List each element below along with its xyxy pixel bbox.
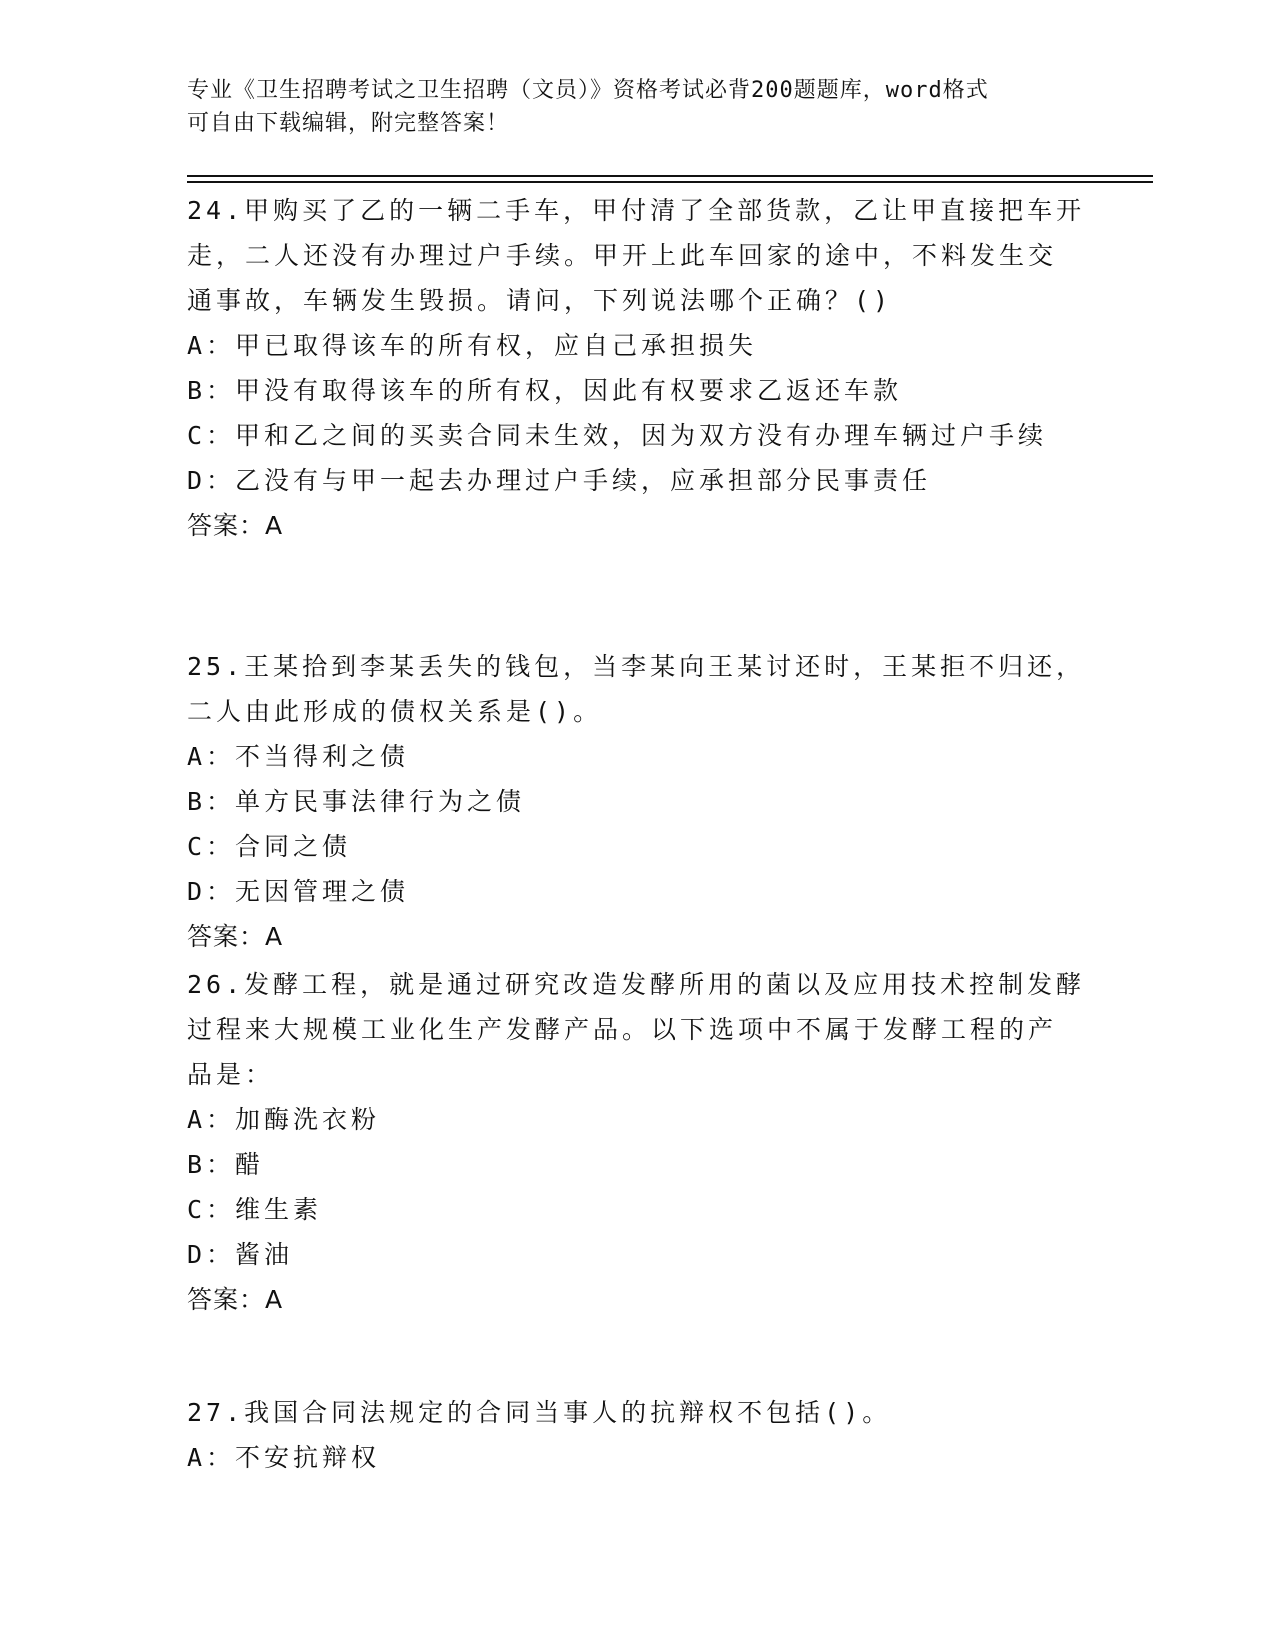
option-d: D：酱油 [187,1240,294,1269]
option-c: C：合同之债 [187,832,352,861]
header-divider-top [187,175,1153,177]
question-text-line: 二人由此形成的债权关系是()。 [187,697,603,726]
question-26 [187,962,1087,1322]
question-27 [187,1390,1087,1480]
answer: 答案：A [187,1285,284,1314]
answer: 答案：A [187,511,284,540]
question-text-line: 27.我国合同法规定的合同当事人的抗辩权不包括()。 [187,1398,892,1427]
answer: 答案：A [187,922,284,951]
header-line-1: 专业《卫生招聘考试之卫生招聘（文员）》资格考试必背200题题库，word格式 [187,78,989,103]
option-b: B：单方民事法律行为之债 [187,787,526,816]
question-text-line: 过程来大规模工业化生产发酵产品。以下选项中不属于发酵工程的产 [187,1015,1058,1044]
option-c: C：甲和乙之间的买卖合同未生效，因为双方没有办理车辆过户手续 [187,421,1048,450]
header-line-2: 可自由下载编辑，附完整答案！ [187,111,510,136]
option-a: A：不当得利之债 [187,742,410,771]
question-24 [187,188,1087,548]
question-text-line: 25.王某拾到李某丢失的钱包，当李某向王某讨还时，王某拒不归还， [187,652,1086,681]
option-b: B：醋 [187,1150,265,1179]
option-d: D：乙没有与甲一起去办理过户手续，应承担部分民事责任 [187,466,932,495]
option-a: A：加酶洗衣粉 [187,1105,381,1134]
option-a: A：不安抗辩权 [187,1443,381,1472]
question-25 [187,644,1087,959]
header-divider-bottom [187,181,1153,183]
document-header [187,74,1067,140]
question-text-line: 走，二人还没有办理过户手续。甲开上此车回家的途中，不料发生交 [187,241,1058,270]
option-c: C：维生素 [187,1195,323,1224]
question-text-line: 通事故，车辆发生毁损。请问，下列说法哪个正确？() [187,286,893,315]
option-b: B：甲没有取得该车的所有权，因此有权要求乙返还车款 [187,376,903,405]
question-text-line: 26.发酵工程，就是通过研究改造发酵所用的菌以及应用技术控制发酵 [187,970,1086,999]
option-d: D：无因管理之债 [187,877,410,906]
question-text-line: 24.甲购买了乙的一辆二手车，甲付清了全部货款，乙让甲直接把车开 [187,196,1086,225]
option-a: A：甲已取得该车的所有权，应自己承担损失 [187,331,758,360]
question-text-line: 品是： [187,1060,275,1089]
